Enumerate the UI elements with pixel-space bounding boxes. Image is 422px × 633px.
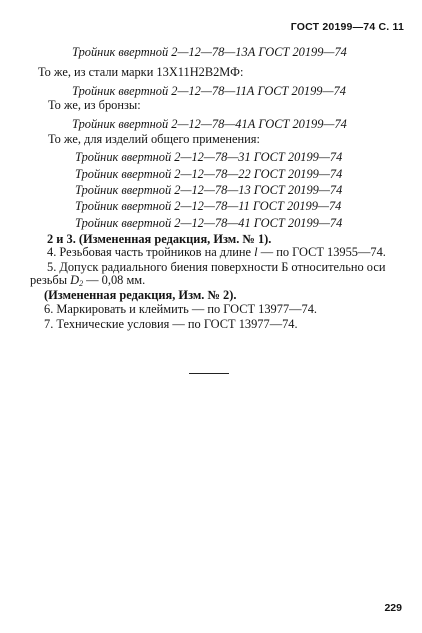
amendment-note: (Измененная редакция, Изм. № 2). (44, 288, 237, 302)
clause-4-text: 4. Резьбовая часть тройников на длине (47, 245, 255, 259)
running-header: ГОСТ 20199—74 С. 11 (290, 21, 404, 33)
designation-line: Тройник ввертной 2—12—78—41 ГОСТ 20199—74 (75, 216, 343, 230)
designation-line: Тройник ввертной 2—12—78—31 ГОСТ 20199—74 (75, 150, 343, 164)
clause-5: 5. Допуск радиального биения поверхности Б относительно оси (47, 260, 386, 274)
designation-line: Тройник ввертной 2—12—78—13 ГОСТ 20199—74 (75, 183, 343, 197)
designation-line: Тройник ввертной 2—12—78—13А ГОСТ 20199—74 (72, 45, 347, 59)
clause-5-text: резьбы (30, 273, 71, 287)
designation-line: Тройник ввертной 2—12—78—11А ГОСТ 20199—74 (72, 84, 346, 98)
text-line: То же, из стали марки 13Х11Н2В2МФ: (38, 65, 244, 79)
length-variable: l (254, 245, 258, 259)
amendment-note: 2 и 3. (Измененная редакция, Изм. № 1). (47, 232, 272, 246)
clause-4-ref: — по ГОСТ 13955—74. (257, 245, 386, 259)
text-line: То же, из бронзы: (48, 98, 141, 112)
designation-line: Тройник ввертной 2—12—78—11 ГОСТ 20199—74 (75, 199, 342, 213)
designation-line: Тройник ввертной 2—12—78—41А ГОСТ 20199—74 (72, 117, 347, 131)
page-number: 229 (384, 602, 402, 614)
clause-7: 7. Технические условия — по ГОСТ 13977—74. (44, 317, 298, 331)
diameter-variable: D (70, 273, 80, 287)
clause-6: 6. Маркировать и клеймить — по ГОСТ 13977—74. (44, 302, 318, 316)
end-rule (189, 373, 229, 374)
diameter-subscript: 2 (79, 279, 84, 288)
designation-line: Тройник ввертной 2—12—78—22 ГОСТ 20199—74 (75, 167, 343, 181)
clause-5-value: — 0,08 мм. (83, 273, 146, 287)
text-line: То же, для изделий общего применения: (48, 132, 260, 146)
clause-4 (47, 245, 386, 260)
